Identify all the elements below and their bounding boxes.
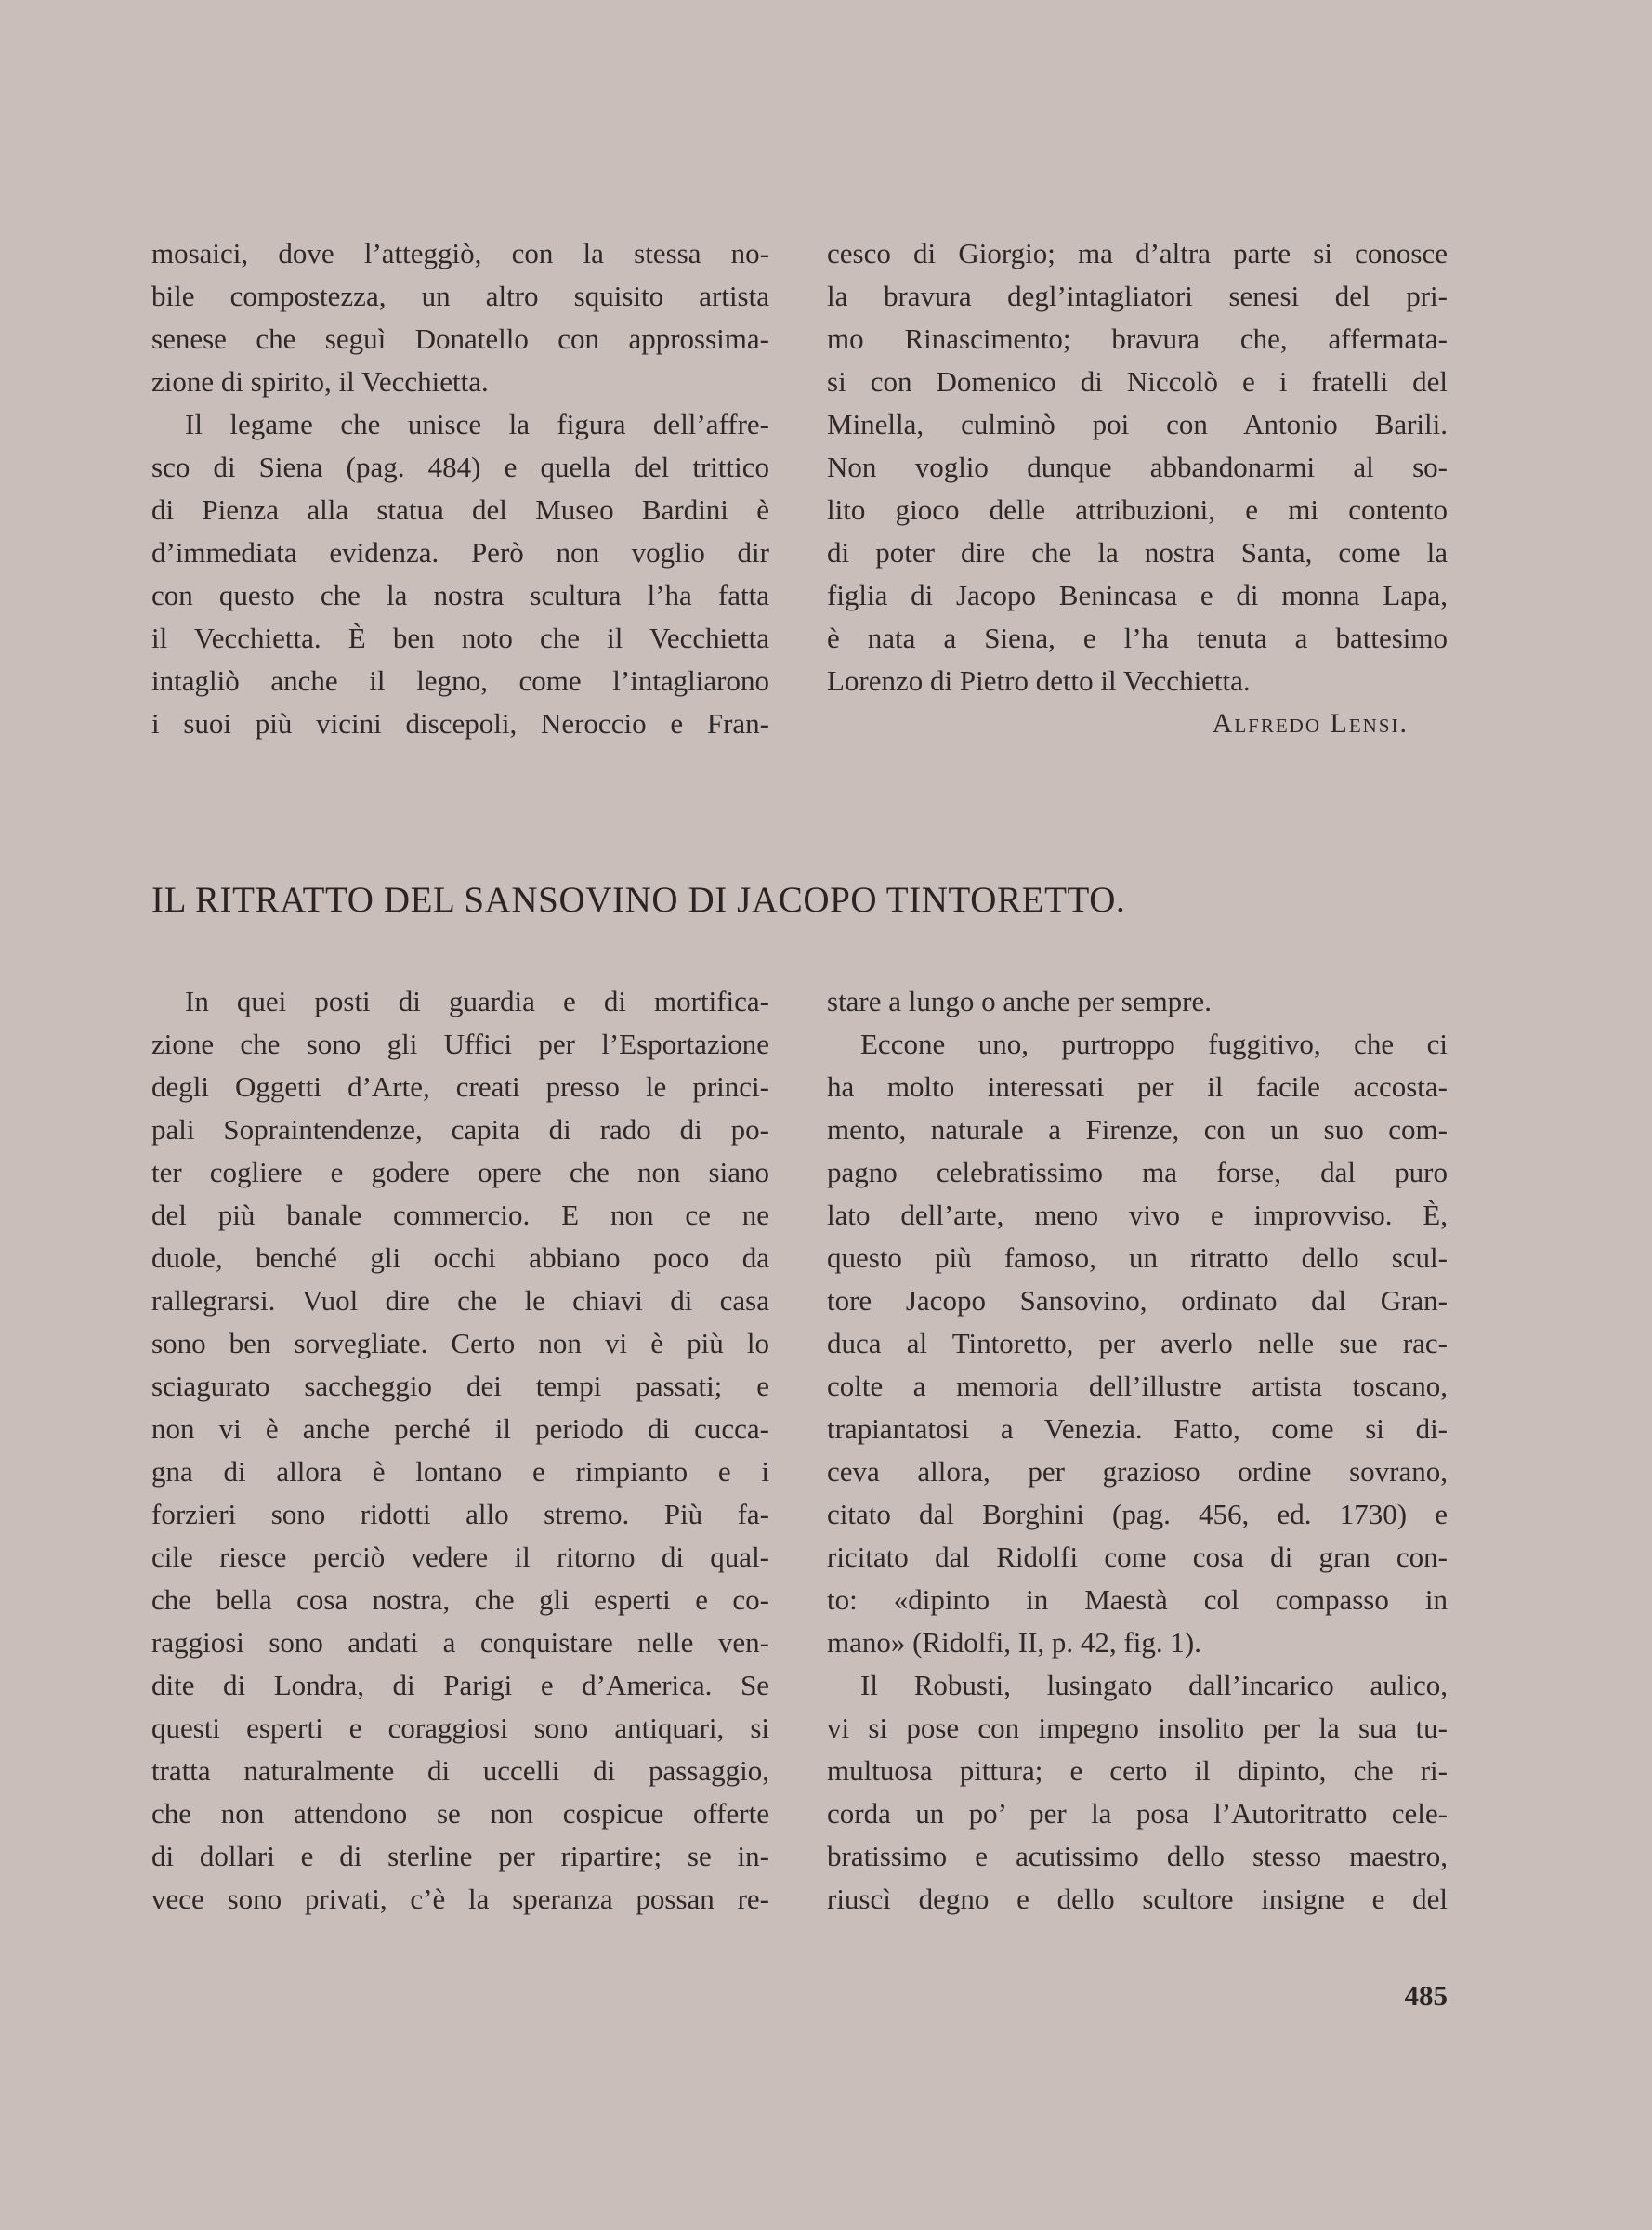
article2-right-column	[827, 980, 1448, 1921]
article2-left-column	[151, 980, 769, 1921]
text-line: Il legame che unisce la figura dell’affre-	[185, 408, 769, 440]
text-line: to: «dipinto in Maestà col compasso in	[827, 1583, 1448, 1616]
text-line: gna di allora è lontano e rimpianto e i	[151, 1455, 769, 1488]
article-title: IL RITRATTO DEL SANSOVINO DI JACOPO TINTORETTO.	[151, 880, 1126, 920]
text-line: lito gioco delle attribuzioni, e mi contento	[827, 493, 1448, 526]
text-line: non vi è anche perché il periodo di cucca-	[151, 1412, 769, 1445]
article2-left-paragraph	[151, 980, 769, 1921]
text-line: corda un po’ per la posa l’Autoritratto cele-	[827, 1797, 1448, 1830]
text-line: degli Oggetti d’Arte, creati presso le princi-	[151, 1070, 769, 1103]
text-line: sco di Siena (pag. 484) e quella del trittico	[151, 451, 769, 483]
page-number: 485	[1404, 1979, 1448, 2012]
text-line: vece sono privati, c’è la speranza possan re-	[151, 1882, 769, 1915]
text-line: questo più famoso, un ritratto dello scul-	[827, 1241, 1448, 1274]
text-line: la bravura degl’intagliatori senesi del pri-	[827, 280, 1448, 312]
text-line: si con Domenico di Niccolò e i fratelli del	[827, 365, 1448, 398]
text-line: citato dal Borghini (pag. 456, ed. 1730) e	[827, 1498, 1448, 1530]
text-line: d’immediata evidenza. Però non voglio dir	[151, 536, 769, 569]
text-line: figlia di Jacopo Benincasa e di monna Lapa,	[827, 579, 1448, 611]
text-line: forzieri sono ridotti allo stremo. Più fa-	[151, 1498, 769, 1530]
article1-left-paragraph-2	[151, 403, 769, 745]
text-line: colte a memoria dell’illustre artista toscano,	[827, 1370, 1448, 1402]
article1-right-paragraph	[827, 232, 1448, 702]
text-line: Il Robusti, lusingato dall’incarico aulico,	[860, 1669, 1448, 1701]
text-line: multuosa pittura; e certo il dipinto, che ri-	[827, 1754, 1448, 1787]
text-line: ha molto interessati per il facile accosta-	[827, 1070, 1448, 1103]
text-line: di dollari e di sterline per ripartire; se in-	[151, 1840, 769, 1872]
article2-right-paragraph-1	[827, 980, 1448, 1023]
text-line: sono ben sorvegliate. Certo non vi è più lo	[151, 1327, 769, 1359]
text-line: è nata a Siena, e l’ha tenuta a battesimo	[827, 622, 1448, 654]
article1-right-column	[827, 232, 1448, 745]
text-line: stare a lungo o anche per sempre.	[827, 985, 1213, 1017]
text-line: In quei posti di guardia e di mortifica-	[185, 985, 769, 1017]
text-line: bratissimo e acutissimo dello stesso maestro,	[827, 1840, 1448, 1872]
text-line: Eccone uno, purtroppo fuggitivo, che ci	[860, 1028, 1448, 1060]
text-line: trapiantatosi a Venezia. Fatto, come si di-	[827, 1412, 1448, 1445]
text-line: riuscì degno e dello scultore insigne e del	[827, 1882, 1448, 1915]
text-line: mosaici, dove l’atteggiò, con la stessa no-	[151, 237, 769, 269]
text-line: lato dell’arte, meno vivo e improvviso. È,	[827, 1199, 1448, 1231]
author-signature: Alfredo Lensi.	[1212, 708, 1409, 739]
text-line: tratta naturalmente di uccelli di passaggio,	[151, 1754, 769, 1787]
text-line: pagno celebratissimo ma forse, dal puro	[827, 1156, 1448, 1188]
article1-left-paragraph-1	[151, 232, 769, 403]
text-line: questi esperti e coraggiosi sono antiquari, si	[151, 1712, 769, 1744]
text-line: duca al Tintoretto, per averlo nelle sue rac-	[827, 1327, 1448, 1359]
text-line: senese che seguì Donatello con approssima-	[151, 322, 769, 355]
text-line: pali Sopraintendenze, capita di rado di po-	[151, 1113, 769, 1146]
text-line: ter cogliere e godere opere che non siano	[151, 1156, 769, 1188]
article1-left-column	[151, 232, 769, 745]
text-line: rallegrarsi. Vuol dire che le chiavi di casa	[151, 1284, 769, 1317]
text-line: cesco di Giorgio; ma d’altra parte si conosce	[827, 237, 1448, 269]
text-line: intagliò anche il legno, come l’intagliarono	[151, 664, 769, 697]
text-line: sciagurato saccheggio dei tempi passati; e	[151, 1370, 769, 1402]
text-line: con questo che la nostra scultura l’ha fatta	[151, 579, 769, 611]
text-line: ceva allora, per grazioso ordine sovrano,	[827, 1455, 1448, 1488]
text-line: che non attendono se non cospicue offerte	[151, 1797, 769, 1830]
text-line: bile compostezza, un altro squisito artista	[151, 280, 769, 312]
text-line: i suoi più vicini discepoli, Neroccio e Fran-	[151, 707, 769, 740]
text-line: ricitato dal Ridolfi come cosa di gran con-	[827, 1541, 1448, 1573]
text-line: mano» (Ridolfi, II, p. 42, fig. 1).	[827, 1626, 1201, 1659]
text-line: di poter dire che la nostra Santa, come la	[827, 536, 1448, 569]
text-line: dite di Londra, di Parigi e d’America. Se	[151, 1669, 769, 1701]
text-line: mo Rinascimento; bravura che, affermata-	[827, 322, 1448, 355]
text-line: zione che sono gli Uffici per l’Esportazione	[151, 1028, 769, 1060]
text-line: Minella, culminò poi con Antonio Barili.	[827, 408, 1448, 440]
text-line: che bella cosa nostra, che gli esperti e co-	[151, 1583, 769, 1616]
text-line: Non voglio dunque abbandonarmi al so-	[827, 451, 1448, 483]
text-line: mento, naturale a Firenze, con un suo com-	[827, 1113, 1448, 1146]
text-line: zione di spirito, il Vecchietta.	[151, 365, 489, 398]
text-line: raggiosi sono andati a conquistare nelle ven-	[151, 1626, 769, 1659]
text-line: vi si pose con impegno insolito per la sua tu-	[827, 1712, 1448, 1744]
text-line: di Pienza alla statua del Museo Bardini è	[151, 493, 769, 526]
article2-right-paragraph-3	[827, 1664, 1448, 1921]
text-line: duole, benché gli occhi abbiano poco da	[151, 1241, 769, 1274]
text-line: Lorenzo di Pietro detto il Vecchietta.	[827, 664, 1251, 697]
article2-right-paragraph-2	[827, 1023, 1448, 1664]
text-line: tore Jacopo Sansovino, ordinato dal Gran-	[827, 1284, 1448, 1317]
text-line: il Vecchietta. È ben noto che il Vecchietta	[151, 622, 769, 654]
text-line: cile riesce perciò vedere il ritorno di qual-	[151, 1541, 769, 1573]
text-line: del più banale commercio. E non ce ne	[151, 1199, 769, 1231]
